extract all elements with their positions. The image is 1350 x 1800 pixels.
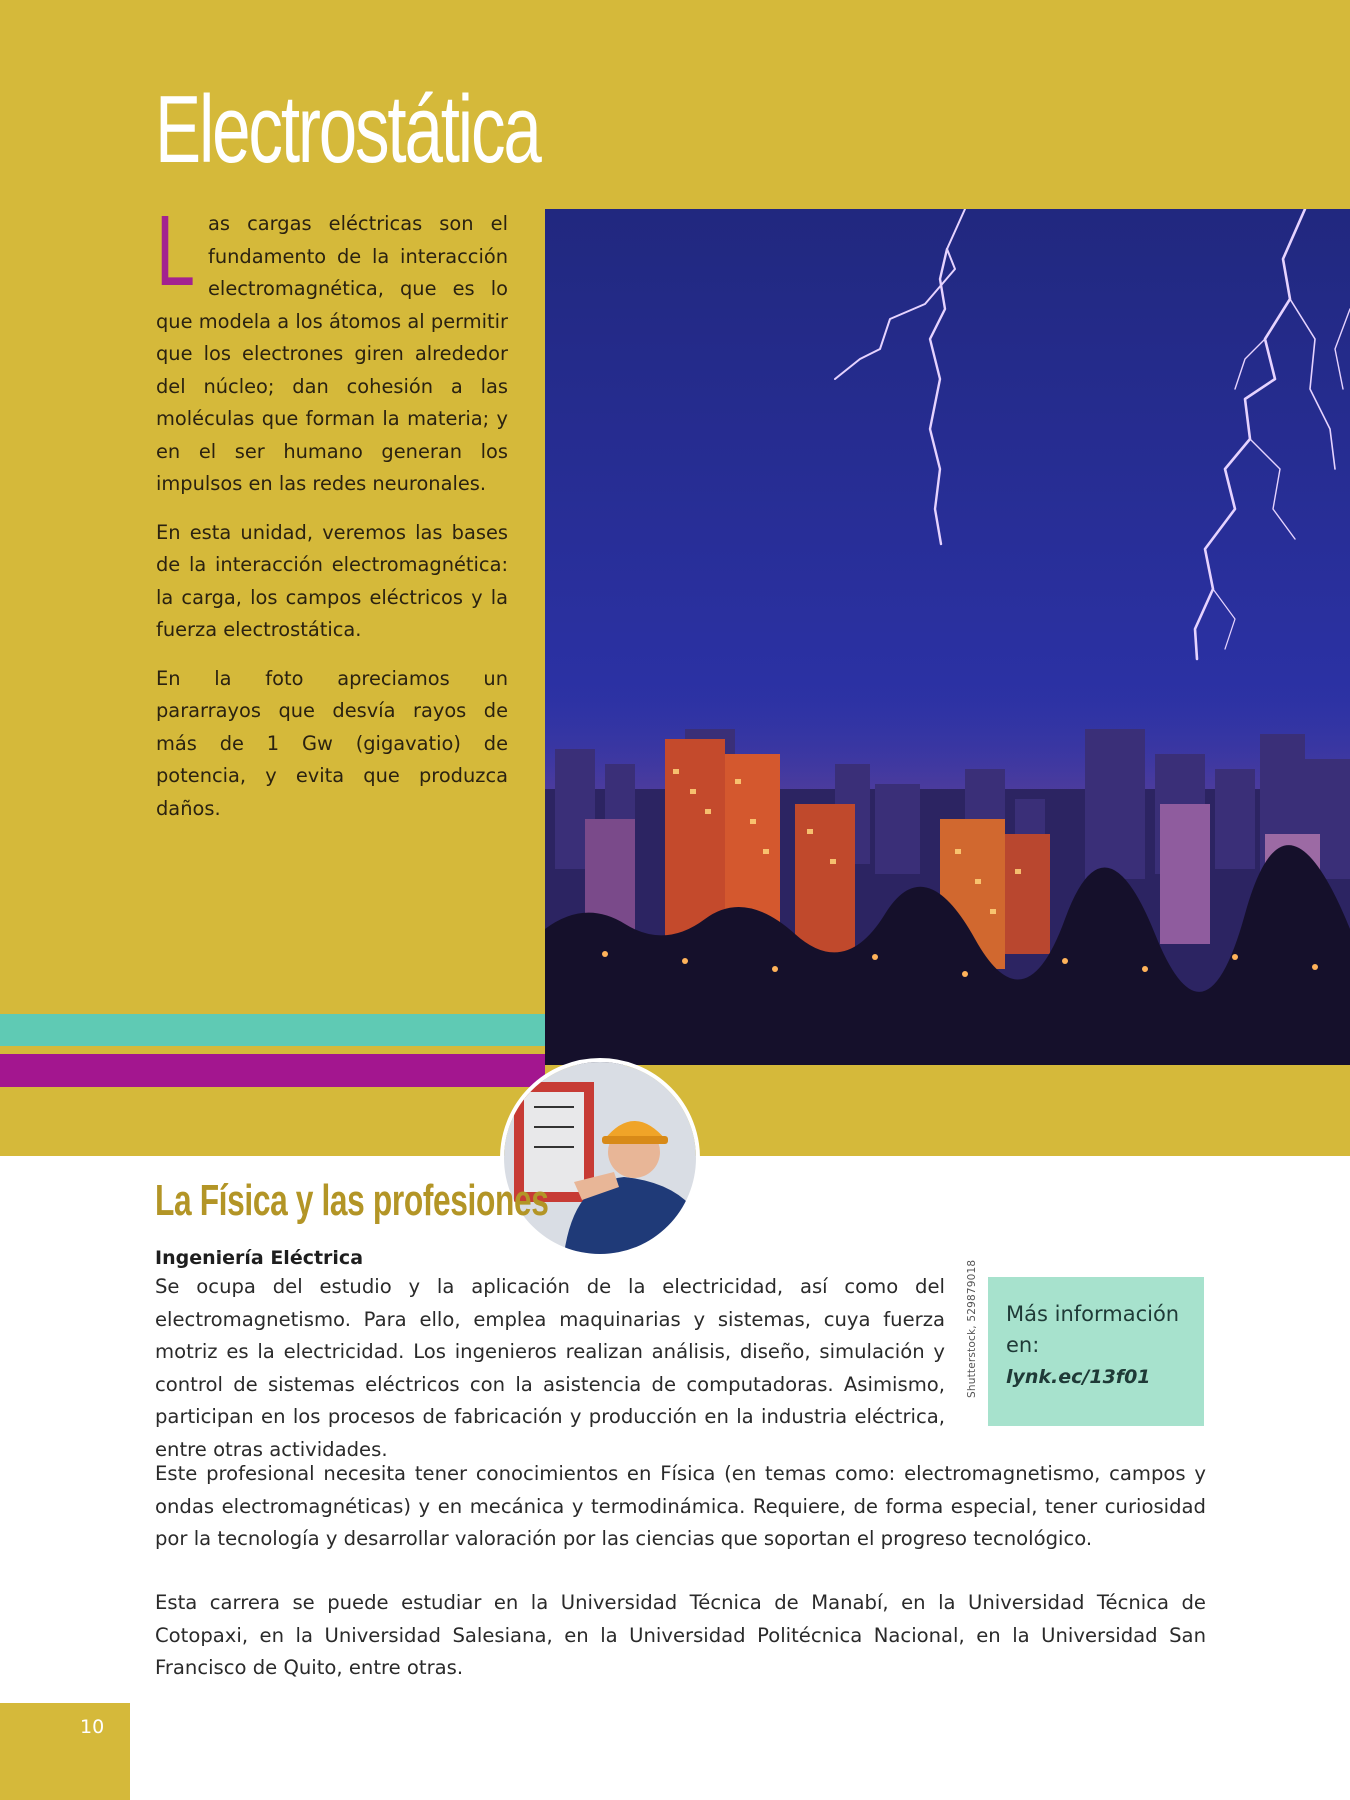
electrician-avatar [500,1058,700,1258]
more-info-label: Más información en: [1006,1302,1180,1357]
section-subtitle: Ingeniería Eléctrica [155,1247,364,1269]
intro-paragraph-2: En esta unidad, veremos las bases de la interacción electromagnética: la carga, los campos eléctricos y la fuerza electrostática. [156,520,508,641]
teal-stripe [0,1014,545,1046]
dropcap-letter: L [156,195,195,307]
more-info-link[interactable]: lynk.ec/13f01 [1006,1366,1151,1388]
intro-paragraph-1 [156,195,508,501]
page-title: Electrostática [155,76,540,183]
intro-paragraph-1-text: as cargas eléctricas son el fundamento de la interacción electromagnética, que es lo que modela a los átomos al permitir que los electrones giren alrededor del núcleo; dan cohesión a las moléculas que forman la materia; y en el ser humano generan los impulsos en las redes neuronales. [156,212,508,495]
page-number: 10 [80,1716,105,1738]
page-number-box [0,1703,130,1800]
intro-paragraph-3: En la foto apreciamos un pararrayos que desvía rayos de más de 1 Gw (gigavatio) de potencia, y evita que produzca daños. [156,666,508,820]
magenta-stripe [0,1054,545,1087]
section-paragraph-1: Se ocupa del estudio y la aplicación de la electricidad, así como del electromagnetismo. Para ello, emplea maquinarias y sistemas, cuya fuerza motriz es la electricidad. Los ingenieros realizan análisis, diseño, simulación y control de sistemas eléctricos con la asistencia de computadoras. Asimismo, participan en los procesos de fabricación y producción en la industria eléctrica, entre otras actividades. [155,1275,945,1461]
section-paragraph-2: Este profesional necesita tener conocimientos en Física (en temas como: electromagnetismo, campos y ondas electromagnéticas) y en mecánica y termodinámica. Requiere, de forma especial, tener curiosidad por la tecnología y desarrollar valoración por las ciencias que soportan el progreso tecnológico. [155,1462,1206,1550]
section-title: La Física y las profesiones [155,1176,549,1225]
photo-credit: Shutterstock, 529879018 [966,1259,978,1398]
section-paragraph-3: Esta carrera se puede estudiar en la Universidad Técnica de Manabí, en la Universidad Técnica de Cotopaxi, en la Universidad Salesiana, en la Universidad Politécnica Nacional, en la Universidad San Francisco de Quito, entre otras. [155,1591,1206,1679]
more-info-box [988,1277,1204,1426]
city-lightning-photo [545,209,1350,1065]
intro-text [156,195,508,841]
